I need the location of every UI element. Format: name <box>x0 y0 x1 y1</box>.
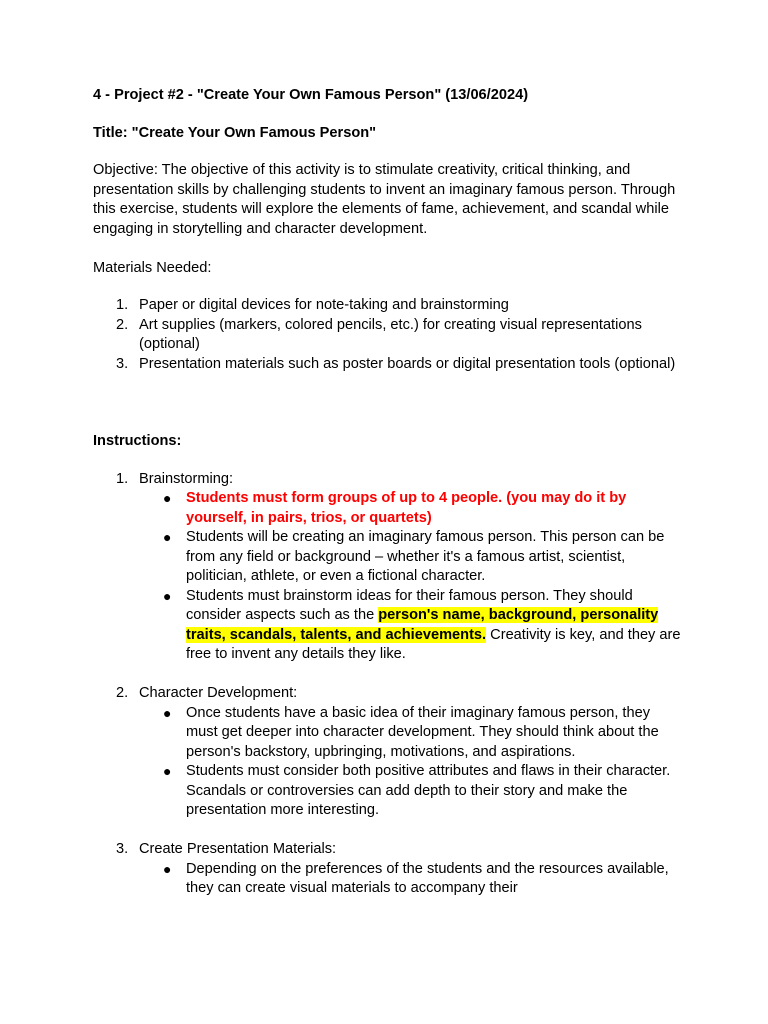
list-item <box>93 355 683 375</box>
list-item-text: Paper or digital devices for note-taking and brainstorming <box>139 297 509 313</box>
bullet-dot-icon: ● <box>163 490 172 506</box>
bullet-text: Depending on the preferences of the students and the resources available, they can create visual materials to accompany their <box>186 860 669 896</box>
bullet-dot-icon: ● <box>163 587 172 604</box>
step-title: Brainstorming: <box>139 470 234 487</box>
list-item <box>93 316 683 355</box>
bullet-text: Students must consider both positive attributes and flaws in their character. Scandals or controversies can add depth to their story and make the presentation more interesting. <box>186 763 671 818</box>
step-number: 1. <box>116 470 129 487</box>
list-number: 2. <box>116 316 129 333</box>
group-requirement-text: Students must form groups of up to 4 people. (you may do it by yourself, in pairs, trios, or quartets) <box>186 490 627 526</box>
bullet-text-after: Creativity is key, and they are free to invent any details they like. <box>186 626 681 662</box>
bullet-text: Once students have a basic idea of their imaginary famous person, they must get deeper into character development. They should think about the person's backstory, upbringing, motivations, and aspirations. <box>186 704 659 760</box>
bullet-dot-icon: ● <box>163 763 172 779</box>
step-bullets <box>139 860 683 899</box>
objective-paragraph: Objective: The objective of this activity is to stimulate creativity, critical thinking, and presentation skills by challenging students to invent an imaginary famous person. Through this exercise, students will explore the elements of fame, achievement, and scandal while engaging in storytelling and character development. <box>93 162 676 237</box>
step-number: 2. <box>116 685 129 701</box>
list-spacer <box>93 665 683 685</box>
bullet-item <box>139 489 683 528</box>
list-item-text: Art supplies (markers, colored pencils, etc.) for creating visual representations (optional) <box>139 316 642 352</box>
list-spacer <box>93 821 683 841</box>
bullet-text-before: Students must brainstorm ideas for their famous person. They should consider aspects such as the <box>186 587 633 623</box>
bullet-item <box>139 704 683 763</box>
document-title: Title: "Create Your Own Famous Person" <box>93 124 377 141</box>
materials-list <box>93 296 683 374</box>
bullet-dot-icon: ● <box>163 860 172 877</box>
instruction-step <box>93 684 683 821</box>
bullet-dot-icon: ● <box>163 529 172 545</box>
list-number: 3. <box>116 355 129 372</box>
step-title: Character Development: <box>139 685 298 701</box>
list-item <box>93 296 683 316</box>
document-page <box>93 86 683 899</box>
bullet-item <box>139 528 683 587</box>
step-title: Create Presentation Materials: <box>139 841 337 857</box>
bullet-text: Students will be creating an imaginary famous person. This person can be from any field or background – whether it's a famous artist, scientist, politician, athlete, or even a fictional character. <box>186 529 665 584</box>
bullet-dot-icon: ● <box>163 704 172 721</box>
step-bullets <box>139 489 683 665</box>
materials-label: Materials Needed: <box>93 259 212 276</box>
bullet-item <box>139 762 683 821</box>
document-header: 4 - Project #2 - "Create Your Own Famous Person" (13/06/2024) <box>93 87 529 103</box>
bullet-item <box>139 587 683 665</box>
instructions-list <box>93 470 683 899</box>
step-bullets <box>139 704 683 821</box>
list-item-text: Presentation materials such as poster boards or digital presentation tools (optional) <box>139 355 676 372</box>
highlighted-aspects-text: person's name, background, personality traits, scandals, talents, and achievements. <box>186 607 659 643</box>
instruction-step <box>93 470 683 665</box>
list-number: 1. <box>116 297 129 313</box>
instruction-step <box>93 840 683 899</box>
bullet-item <box>139 860 683 899</box>
step-number: 3. <box>116 841 129 857</box>
instructions-label: Instructions: <box>93 433 182 449</box>
